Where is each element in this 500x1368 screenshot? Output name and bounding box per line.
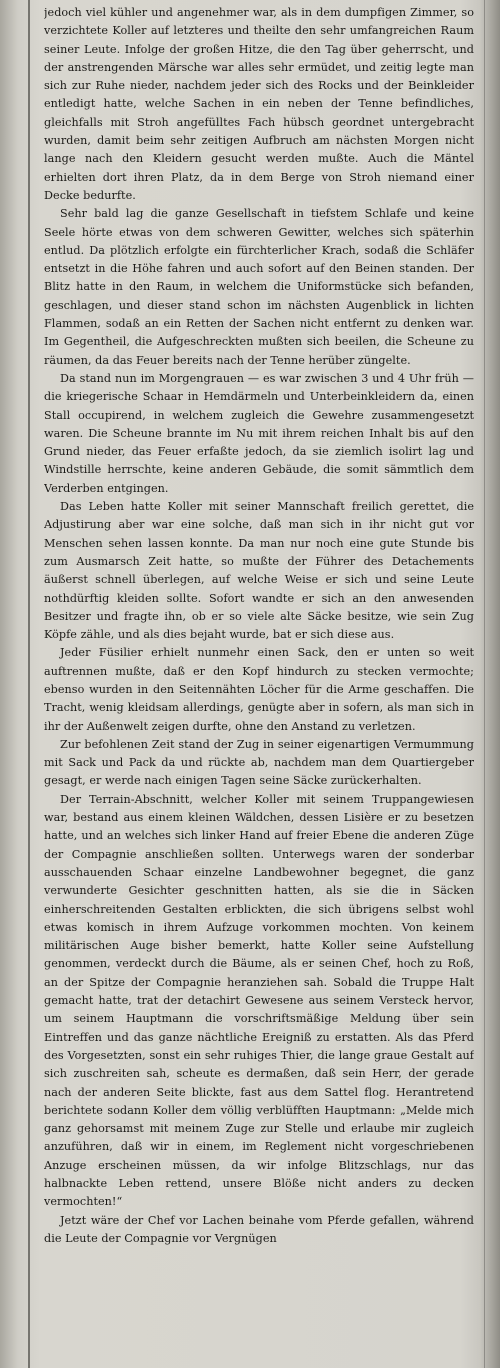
article-column [44,4,474,1364]
paragraph-1: jedoch viel kühler und angenehmer war, als in dem dumpfigen Zimmer, so verzichtete Koller auf letzteres und theilte den sehr umfangreichen Raum seiner Leute. Infolge der großen Hitze, die den Tag über geherrscht, und der anstrengenden Märsche war alles sehr ermüdet, und zeitig legte man sich zur Ruhe nieder, nachdem jeder sich des Rocks und der Beinkleider entledigt hatte, welche Sachen in ein neben der Tenne befindliches, gleichfalls mit Stroh angefülltes Fach hübsch geordnet untergebracht wurden, damit beim sehr zeitigen Aufbruch am nächsten Morgen nicht lange nach den Kleidern gesucht werden mußte. Auch die Mäntel erhielten dort ihren Platz, da in dem Berge von Stroh niemand einer Decke bedurfte. [44,6,474,202]
paragraph-5: Jeder Füsilier erhielt nunmehr einen Sack, den er unten so weit auftrennen mußte, daß er den Kopf hindurch zu stecken vermochte; ebenso wurden in den Seitennähten Löcher für die Arme geschaffen. Die Tracht, wenig kleidsam allerdings, genügte aber in sofern, als man sich in ihr der Außenwelt zeigen durfte, ohne den Anstand zu verletzen. [44,646,474,733]
paragraph-4: Das Leben hatte Koller mit seiner Mannschaft freilich gerettet, die Adjustirung aber war eine solche, daß man sich in ihr nicht gut vor Menschen sehen lassen konnte. Da man nur noch eine gute Stunde bis zum Ausmarsch Zeit hatte, so mußte der Führer des Detachements äußerst schnell überlegen, auf welche Weise er sich und seine Leute nothdürftig kleiden sollte. Sofort wandte er sich an den anwesenden Besitzer und fragte ihn, ob er so viele alte Säcke besitze, wie sein Zug Köpfe zähle, und als dies bejaht wurde, bat er sich diese aus. [44,500,474,642]
paragraph-7: Der Terrain-Abschnitt, welcher Koller mit seinem Truppangewiesen war, bestand aus einem kleinen Wäldchen, dessen Lisière er zu besetzen hatte, und an welches sich linker Hand auf freier Ebene die anderen Züge der Compagnie anschließen sollten. Unterwegs waren der sonderbar ausschauenden Schaar einzelne Landbewohner begegnet, die ganz verwunderte Gesichter geschnitten hatten, als sie die in Säcken einherschreitenden Gestalten erblickten, die sich übrigens selbst wohl etwas komisch in ihrem Aufzuge vorkommen mochten. Von keinem militärischen Auge bisher bemerkt, hatte Koller seine Aufstellung genommen, verdeckt durch die Bäume, als er seinen Chef, hoch zu Roß, an der Spitze der Compagnie heranziehen sah. Sobald die Truppe Halt gemacht hatte, trat der detachirt Gewesene aus seinem Versteck hervor, um seinem Hauptmann die vorschriftsmäßige Meldung über sein Eintreffen und das ganze nächtliche Ereigniß zu erstatten. Als das Pferd des Vorgesetzten, sonst ein sehr ruhiges Thier, die lange graue Gestalt auf sich zuschreiten sah, scheute es dermaßen, daß sein Herr, der gerade nach der anderen Seite blickte, fast aus dem Sattel flog. Herantretend berichtete sodann Koller dem völlig verblüfften Hauptmann: „Melde mich ganz gehorsamst mit meinem Zuge zur Stelle und erlaube mir zugleich anzuführen, daß wir in einem, im Reglement nicht vorgeschriebenen Anzuge erscheinen müssen, da wir infolge Blitzschlags, nur das halbnackte Leben rettend, unsere Blöße nicht anders zu decken vermochten!“ [44,792,474,1209]
paragraph-2: Sehr bald lag die ganze Gesellschaft in tiefstem Schlafe und keine Seele hörte etwas von dem schweren Gewitter, welches sich späterhin entlud. Da plötzlich erfolgte ein fürchterlicher Krach, sodaß die Schläfer entsetzt in die Höhe fahren und auch sofort auf den Beinen standen. Der Blitz hatte in den Raum, in welchem die Uniformstücke sich befanden, geschlagen, und dieser stand schon im nächsten Augenblick in lichten Flammen, sodaß an ein Retten der Sachen nicht entfernt zu denken war. Im Gegentheil, die Aufgeschreckten mußten sich beeilen, die Scheune zu räumen, da das Feuer bereits nach der Tenne herüber züngelte. [44,207,474,367]
paragraph-8: Jetzt wäre der Chef vor Lachen beinahe vom Pferde gefallen, während die Leute der Compagnie vor Vergnügen [44,1213,474,1245]
column-rule-right [484,0,485,1368]
paragraph-3: Da stand nun im Morgengrauen — es war zwischen 3 und 4 Uhr früh — die kriegerische Schaar in Hemdärmeln und Unterbeinkleidern da, einen Stall occupirend, in welchem zugleich die Gewehre zusammengesetzt waren. Die Scheune brannte im Nu mit ihrem reichen Inhalt bis auf den Grund nieder, das Feuer erfaßte jedoch, da sie ziemlich isolirt lag und Windstille herrschte, keine anderen Gebäude, die somit sämmtlich dem Verderben entgingen. [44,371,474,495]
column-rule-left [28,0,30,1368]
paragraph-6: Zur befohlenen Zeit stand der Zug in seiner eigenartigen Vermummung mit Sack und Pack da und rückte ab, nachdem man dem Quartiergeber gesagt, er werde nach einigen Tagen seine Säcke zurückerhalten. [44,737,474,788]
